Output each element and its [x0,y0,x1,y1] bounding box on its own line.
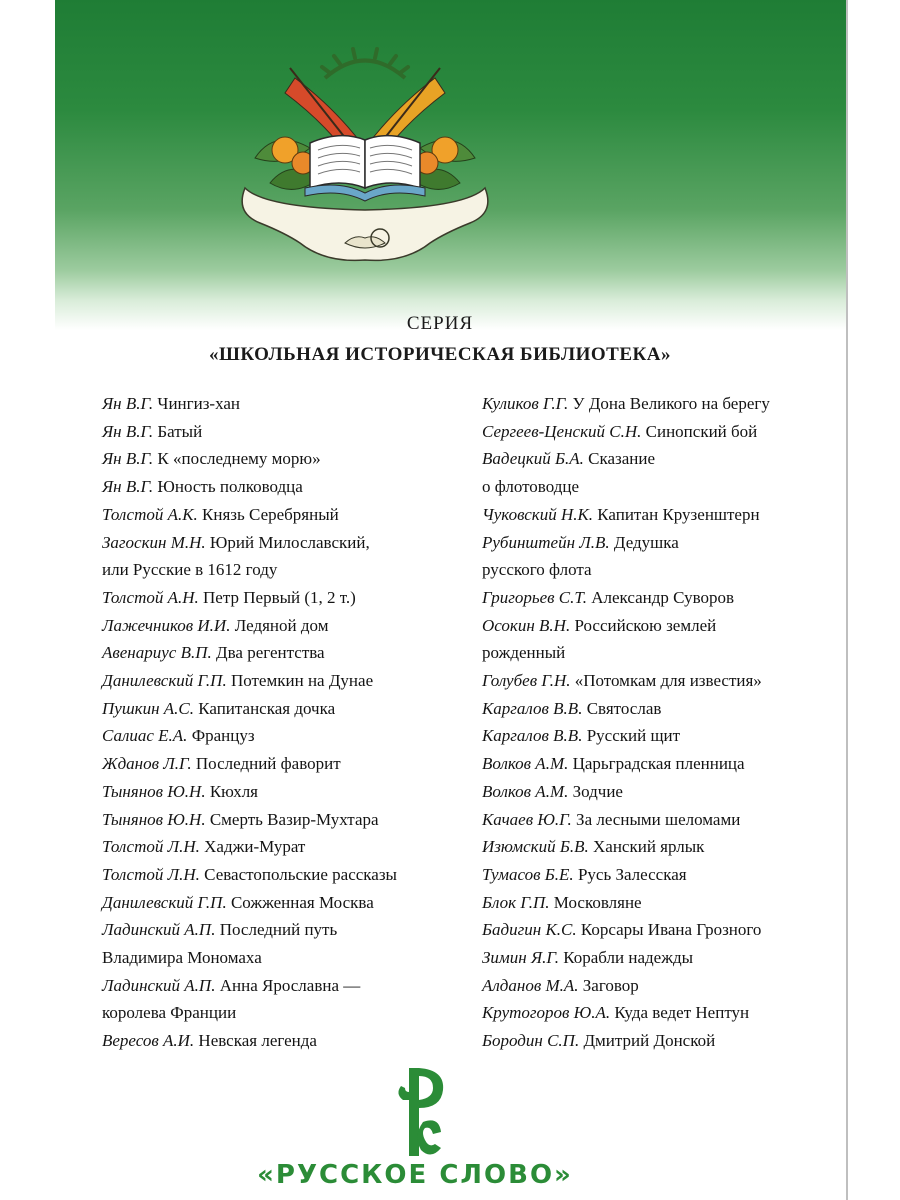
book-entry [102,916,457,944]
book-entry [482,889,827,917]
book-title: «Потомкам для известия» [574,671,762,691]
book-title: За лесными шеломами [576,809,741,829]
book-entry [102,529,457,557]
book-entry [482,833,827,861]
book-entry [102,944,457,972]
book-author: Чуковский Н.К. [482,504,594,524]
book-title: Дедушка [613,532,679,552]
book-entry [102,501,457,529]
book-author: Куликов Г.Г. [482,394,569,413]
book-entry [102,639,457,667]
book-entry [482,556,827,584]
book-author: Данилевский Г.П. [102,671,227,691]
publisher-name: «РУССКОЕ СЛОВО» [257,1160,573,1190]
book-title: Московляне [553,892,642,912]
book-entry [102,889,457,917]
book-author: Крутогоров Ю.А. [482,1003,611,1023]
book-entry [102,999,457,1027]
book-title: У Дона Великого на берегу [572,394,770,413]
book-author: Толстой Л.Н. [102,837,200,857]
book-entry [482,612,827,640]
publisher-logo-icon [395,1064,447,1156]
book-author: Волков А.М. [482,754,569,774]
book-entry [482,944,827,972]
book-author: Жданов Л.Г. [102,754,192,774]
book-title: о флотоводце [482,477,580,497]
book-title: Сказание [588,449,655,469]
book-entry [102,556,457,584]
book-author: Тынянов Ю.Н. [102,781,206,801]
book-title: Невская легенда [198,1031,317,1051]
book-title: Царьградская пленница [572,754,745,774]
book-entry [482,445,827,473]
book-author: Вересов А.И. [102,1031,195,1051]
book-author: Качаев Ю.Г. [482,809,572,829]
book-title: Потемкин на Дунае [230,671,374,691]
book-title: рожденный [482,643,566,663]
book-author: Бадигин К.С. [482,920,577,940]
book-entry [102,584,457,612]
book-author: Ладинский А.П. [102,975,216,995]
book-entry [102,1027,457,1055]
book-emblem-icon [215,38,515,278]
book-entry [482,1027,827,1055]
book-title: Синопский бой [645,421,758,441]
book-author: Толстой А.К. [102,504,198,524]
book-title: Русский щит [586,726,681,746]
series-title: «ШКОЛЬНАЯ ИСТОРИЧЕСКАЯ БИБЛИОТЕКА» [208,344,672,365]
book-title: Смерть Вазир-Мухтара [209,809,379,829]
series-label: СЕРИЯ [406,313,474,334]
book-title: Последний путь [219,920,338,940]
book-entry [482,473,827,501]
book-title: Кюхля [209,781,259,801]
book-entry [482,584,827,612]
book-author: Бородин С.П. [482,1031,580,1051]
book-title: Последний фаворит [195,754,341,774]
book-author: Толстой Л.Н. [102,864,200,884]
book-author: Ян В.Г. [102,449,154,469]
book-author: Данилевский Г.П. [102,892,227,912]
book-entry [102,473,457,501]
book-title: Хаджи-Мурат [204,837,306,857]
book-title: Чингиз-хан [157,394,240,413]
book-title: Русь Залесская [577,864,687,884]
book-author: Блок Г.П. [482,892,550,912]
book-author: Осокин В.Н. [482,615,571,635]
book-title: Корабли надежды [563,948,694,968]
book-title: Зодчие [572,781,623,801]
book-entry [102,806,457,834]
book-author: Голубев Г.Н. [482,671,571,691]
book-author: Вадецкий Б.А. [482,449,584,469]
book-entry [102,861,457,889]
book-title: Дмитрий Донской [583,1031,716,1051]
book-author: Волков А.М. [482,781,569,801]
book-title: Александр Суворов [591,587,735,607]
book-entry [102,833,457,861]
book-entry [102,445,457,473]
book-entry [482,916,827,944]
book-author: Тумасов Б.Е. [482,864,574,884]
book-title: Капитанская дочка [198,698,336,718]
book-entry [482,639,827,667]
book-entry [482,806,827,834]
book-title: Ханский ярлык [593,837,705,857]
book-entry [102,695,457,723]
book-entry [482,529,827,557]
book-author: Зимин Я.Г. [482,948,560,968]
book-author: Ладинский А.П. [102,920,216,940]
book-list-right [482,390,827,1055]
book-title: Француз [191,726,255,746]
book-title: Святослав [586,698,662,718]
book-title: К «последнему морю» [157,449,321,469]
book-list-left [102,390,457,1055]
book-title: Петр Первый (1, 2 т.) [203,587,356,607]
book-entry [482,722,827,750]
book-title: Сожженная Москва [230,892,374,912]
book-title: Анна Ярославна — [219,975,361,995]
book-title: Российскою землей [574,615,717,635]
book-entry [102,390,457,418]
book-author: Рубинштейн Л.В. [482,532,610,552]
book-entry [482,999,827,1027]
book-title: Юность полководца [157,477,303,497]
book-entry [482,778,827,806]
book-entry [482,501,827,529]
book-author: Ян В.Г. [102,394,154,413]
book-title: Корсары Ивана Грозного [580,920,762,940]
book-entry [102,750,457,778]
book-author: Изюмский Б.В. [482,837,589,857]
book-title: Батый [157,421,203,441]
book-title: Заговор [582,975,639,995]
book-entry [482,695,827,723]
book-title: русского флота [482,560,592,580]
book-entry [102,778,457,806]
book-title: Владимира Мономаха [102,948,262,968]
book-author: Каргалов В.В. [482,698,583,718]
book-author: Ян В.Г. [102,477,154,497]
book-title: Куда ведет Нептун [614,1003,750,1023]
book-author: Толстой А.Н. [102,587,199,607]
book-entry [102,612,457,640]
book-entry [482,750,827,778]
book-author: Ян В.Г. [102,421,154,441]
book-title: Капитан Крузенштерн [597,504,760,524]
book-title: Севастопольские рассказы [204,864,397,884]
book-author: Тынянов Ю.Н. [102,809,206,829]
book-entry [102,722,457,750]
book-author: Григорьев С.Т. [482,587,587,607]
book-author: Авенариус В.П. [102,643,212,663]
book-author: Пушкин А.С. [102,698,195,718]
book-entry [102,972,457,1000]
book-entry [482,667,827,695]
book-entry [102,418,457,446]
book-title: Ледяной дом [234,615,329,635]
book-author: Алданов М.А. [482,975,579,995]
book-entry [102,667,457,695]
book-title: Два регентства [216,643,325,663]
book-title: королева Франции [102,1003,237,1023]
book-author: Лажечников И.И. [102,615,231,635]
book-title: или Русские в 1612 году [102,560,278,580]
book-title: Князь Серебряный [202,504,339,524]
book-author: Салиас Е.А. [102,726,188,746]
book-title: Юрий Милославский, [209,532,370,552]
book-entry [482,418,827,446]
book-entry [482,972,827,1000]
book-author: Загоскин М.Н. [102,532,206,552]
cover-edge [846,0,848,1200]
book-author: Каргалов В.В. [482,726,583,746]
book-author: Сергеев-Ценский С.Н. [482,421,642,441]
book-entry [482,390,827,418]
book-entry [482,861,827,889]
